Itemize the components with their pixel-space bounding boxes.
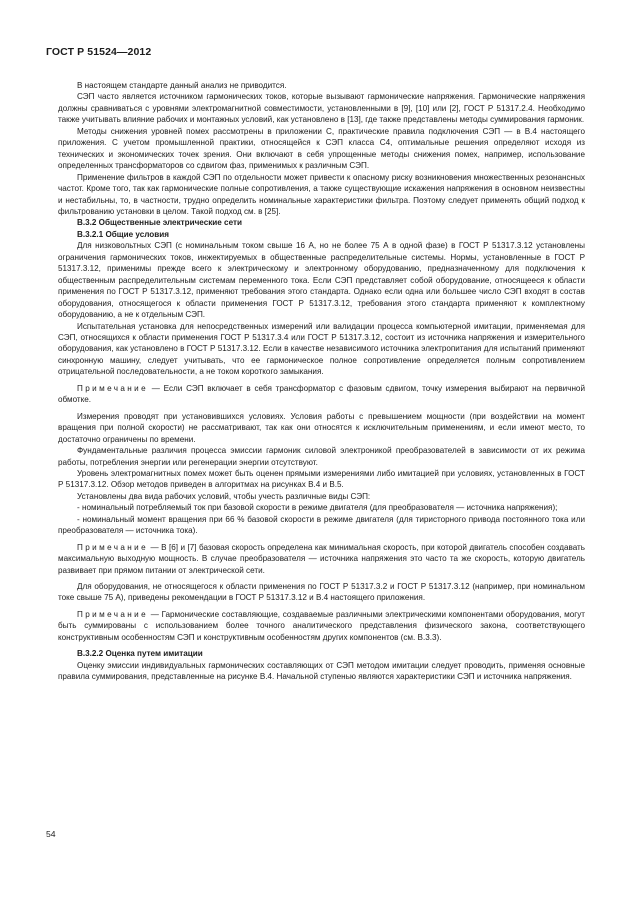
- subsection-heading: В.3.2.2 Оценка путем имитации: [77, 649, 203, 659]
- subsection-heading: В.3.2.1 Общие условия: [77, 229, 170, 239]
- note: [58, 542, 585, 576]
- document-body: [58, 80, 585, 683]
- standard-header: ГОСТ Р 51524—2012: [46, 46, 152, 58]
- note-text: — В [6] и [7] базовая скорость определена как минимальная скорость, при которой двигатель способен создавать максимальную выходную мощность. В случае преобразователя — источника напряжения это часто та же скорость, которую двигатель развивает при прямом питании от электрической сети.: [58, 542, 585, 575]
- page-number: 54: [46, 829, 56, 839]
- paragraph: Испытательная установка для непосредственных измерений или валидации процесса компьютерной имитации, применяемая для СЭП, относящихся к области применения ГОСТ Р 51317.3.4 или ГОСТ Р 51317.3.12, состоит из источника напряжения и измерительного оборудования, как установлено в ГОСТ Р 51317.3.12. Если в качестве независимого источника электропитания для испытаний применяют синхронную машину, следует учитывать, что ее гармоническое полное сопротивление определяется полным сопротивлением отрицательной последовательности, а не током короткого замыкания.: [58, 321, 585, 377]
- section-heading: В.3.2 Общественные электрические сети: [77, 218, 242, 228]
- paragraph: Установлены два вида рабочих условий, чтобы учесть различные виды СЭП:: [77, 491, 371, 501]
- note-label: Примечание: [77, 383, 149, 393]
- note-text: — Гармонические составляющие, создаваемые различными электрическими компонентами оборудования, могут быть суммированы с использованием более точного аналитического представления физического закона, соответствующего конструктивным особенностям СЭП и конструктивным особенностям других компонентов (см. В.3.3).: [58, 609, 585, 642]
- paragraph: Оценку эмиссии индивидуальных гармонических составляющих от СЭП методом имитации следует проводить, применяя основные правила суммирования, представленные на рисунке В.4. Начальной ступенью являются характеристики СЭП и источника напряжения.: [58, 660, 585, 682]
- note: [58, 609, 585, 643]
- paragraph: СЭП часто является источником гармонических токов, которые вызывают гармонические напряжения. Гармонические напряжения должны сравниваться с уровнями электромагнитной совместимости, установленными в [9], [10] или [2], ГОСТ Р 51317.2.4. Необходимо также учитывать влияние рабочих и монтажных условий, как установлено в [13], где также представлены методы суммирования гармоник.: [58, 92, 585, 125]
- paragraph: Для оборудования, не относящегося к области применения по ГОСТ Р 51317.3.2 и ГОСТ Р 51317.3.12 (например, при номинальном токе свыше 75 А), приведены рекомендации в ГОСТ Р 51317.3.12 и В.4 настоящего приложения.: [58, 582, 585, 603]
- paragraph: Измерения проводят при установившихся условиях. Условия работы с превышением мощности (при воздействии на момент вращения при полной скорости) не рассматривают, так как они относятся к исключительным применениям, и если имеют место, то достаточно ограничены по времени.: [58, 411, 585, 444]
- note-label: Примечание: [77, 542, 149, 552]
- note: [58, 383, 585, 406]
- paragraph: В настоящем стандарте данный анализ не приводится.: [77, 81, 287, 90]
- paragraph: Для низковольтных СЭП (с номинальным током свыше 16 А, но не более 75 А в одной фазе) в ГОСТ Р 51317.3.12 установлены ограничения гармонических токов, инжектируемых в общественные распределительные системы. Нормы, установленные в ГОСТ Р 51317.3.12, применимы прежде всего к электрическому и электронному оборудованию, предназначенному для подключения к общественным распределительным системам переменного тока. Если СЭП представляет собой оборудование, относящееся к области применения по ГОСТ Р 51317.3.12, применяют требования этого стандарта. Однако если одна или большее число СЭП входят в состав оборудования, относящегося к области применения ГОСТ Р 51317.3.12, требования этого стандарта применяют к комплектному оборудованию, а не к отдельным СЭП.: [58, 241, 585, 320]
- paragraph: Методы снижения уровней помех рассмотрены в приложении С, практические правила подключения СЭП — в В.4 настоящего приложения. С учетом промышленной практики, относящейся к СЭП класса С4, оптимальные решения определяют исходя из технических и экономических точек зрения. Они включают в себя упрощенные методы снижения помех, например, использование определенных трансформаторов со сдвигом фаз, применимых к различным СЭП.: [58, 126, 585, 171]
- list-item: - номинальный момент вращения при 66 % базовой скорости в режиме двигателя (для тиристорного привода постоянного тока или преобразователя — источника тока).: [58, 514, 585, 536]
- list-item: - номинальный потребляемый ток при базовой скорости в режиме двигателя (для преобразователя — источника напряжения);: [77, 503, 558, 513]
- paragraph: Фундаментальные различия процесса эмиссии гармоник силовой электроникой преобразователей в зависимости от их режима работы, потребления энергии или регенерации энергии отсутствуют.: [58, 446, 585, 467]
- paragraph: Уровень электромагнитных помех может быть оценен прямыми измерениями либо имитацией при условиях, установленных в ГОСТ Р 51317.3.12. Обзор методов приведен в алгоритмах на рисунках В.4 и В.5.: [58, 468, 585, 490]
- paragraph: Применение фильтров в каждой СЭП по отдельности может привести к опасному риску возникновения множественных резонансных частот. Кроме того, так как гармонические полные сопротивления, а также существующие искажения напряжения в основном неизвестны и нестабильны, то, в частности, трудно определить номинальные характеристики фильтра. Поэтому следует применять общий подход к фильтрованию установки в целом. Такой подход см. в [25].: [58, 172, 585, 216]
- note-label: Примечание: [77, 609, 149, 619]
- note-text: — Если СЭП включает в себя трансформатор с фазовым сдвигом, точку измерения выбирают на первичной обмотке.: [58, 383, 585, 405]
